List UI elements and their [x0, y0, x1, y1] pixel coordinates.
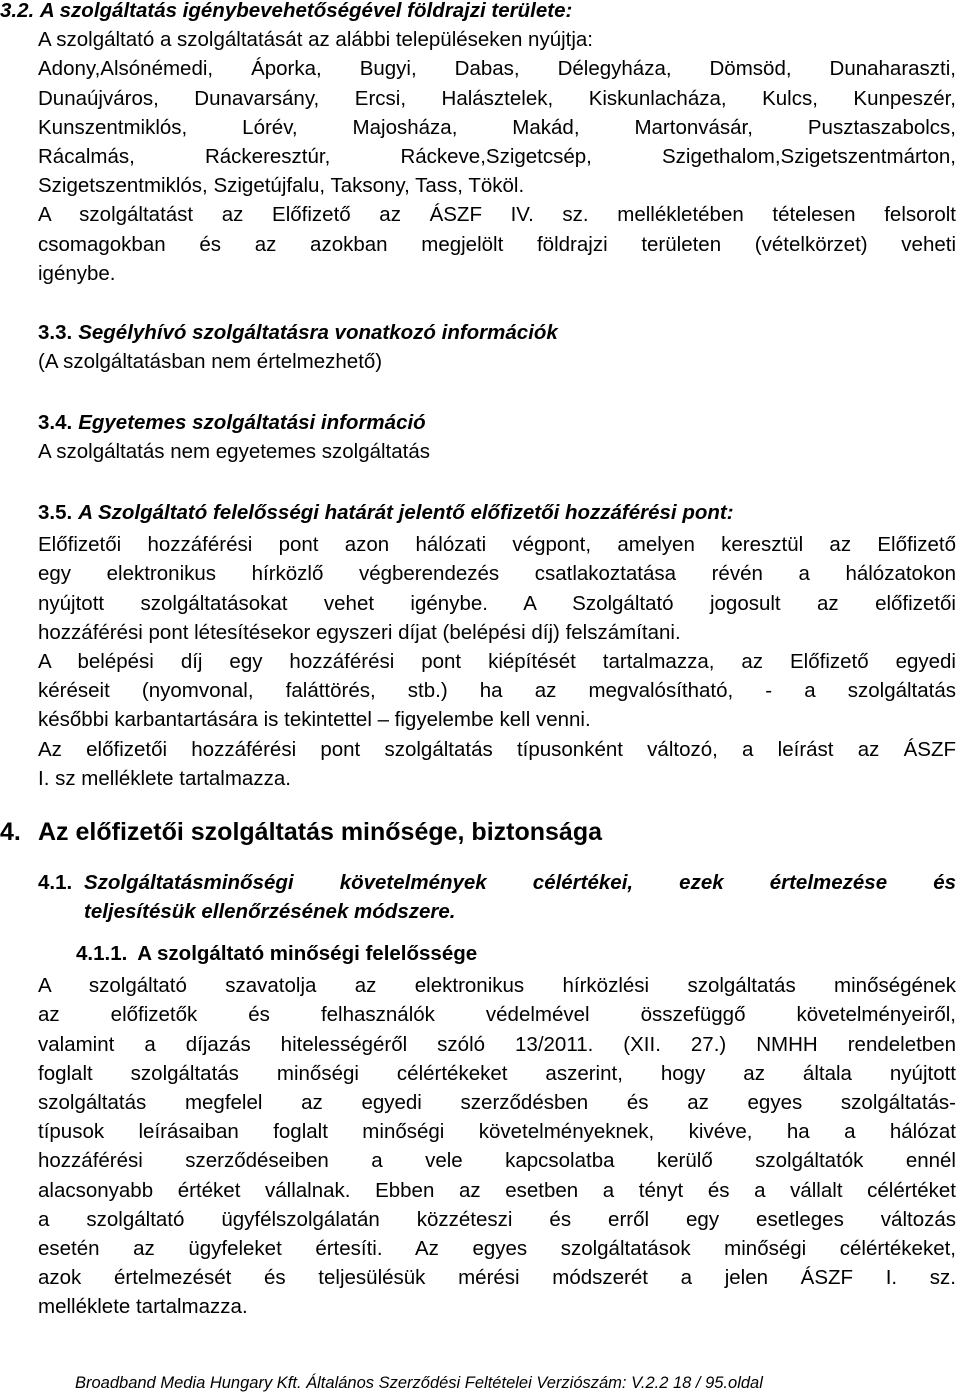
section-3-4 — [38, 408, 956, 466]
paragraph-line: A szolgáltatás nem egyetemes szolgáltatás — [38, 440, 430, 464]
section-3-5-heading — [38, 498, 956, 527]
page-footer: Broadband Media Hungary Kft. Általános Szerződési Feltételei Verziószám: V.2.2 18 / 95.oldal — [75, 1374, 763, 1392]
section-number: 3.3. — [38, 321, 73, 344]
section-3-2 — [0, 0, 956, 288]
section-number: 4. — [0, 818, 21, 846]
paragraph-line: I. sz melléklete tartalmazza. — [38, 766, 291, 790]
paragraph-line: valamint a díjazás hitelességéről szóló 13/2011. (XII. 27.) NMHH rendeletben — [38, 1032, 956, 1056]
section-title: Az előfizetői szolgáltatás minősége, biztonsága — [38, 818, 602, 846]
section-title: A szolgáltató minőségi felelőssége — [137, 942, 478, 965]
paragraph-line: Kunszentmiklós, Lórév, Majosháza, Makád, Martonvásár, Pusztaszabolcs, — [38, 115, 956, 139]
section-title: Segélyhívó szolgáltatásra vonatkozó információk — [78, 321, 558, 344]
section-3-2-heading — [0, 0, 956, 25]
section-title: Egyetemes szolgáltatási információ — [78, 411, 426, 434]
section-title: A szolgáltatás igénybevehetőségével földrajzi területe: — [39, 0, 573, 22]
section-title: A Szolgáltató felelősségi határát jelentő előfizetői hozzáférési pont: — [78, 501, 734, 524]
paragraph-line: A szolgáltató szavatolja az elektronikus hírközlési szolgáltatás minőségének — [38, 974, 956, 998]
section-4-1 — [38, 868, 956, 926]
paragraph-line: A belépési díj egy hozzáférési pont kiépítését tartalmazza, az Előfizető egyedi — [38, 650, 956, 674]
section-4-heading — [0, 818, 956, 847]
paragraph-line: melléklete tartalmazza. — [38, 1295, 248, 1319]
paragraph-line: későbbi karbantartására is tekintettel – figyelembe kell venni. — [38, 708, 591, 732]
paragraph-line: igénybe. — [38, 261, 116, 285]
paragraph-line: (A szolgáltatásban nem értelmezhető) — [38, 350, 383, 374]
paragraph-line: hozzáférési pont létesítésekor egyszeri díjat (belépési díj) felszámítani. — [38, 620, 681, 644]
paragraph-line: azok értelmezését és teljesülésük mérési módszerét a jelen ÁSZF I. sz. — [38, 1266, 956, 1290]
paragraph-line: A szolgáltató a szolgáltatását az alábbi településeken nyújtja: — [38, 28, 594, 52]
section-number: 3.4. — [38, 411, 73, 434]
paragraph-line: A szolgáltatást az Előfizető az ÁSZF IV. sz. mellékletében tételesen felsorolt — [38, 203, 956, 227]
section-title-line: teljesítésük ellenőrzésének módszere. — [84, 900, 456, 924]
section-4-1-1-heading — [76, 939, 956, 968]
section-number: 4.1. — [38, 871, 73, 894]
paragraph-line: az előfizetők és felhasználók védelmével összefüggő követelményeiről, — [38, 1003, 956, 1027]
section-3-3-heading — [38, 318, 956, 347]
paragraph-line: a szolgáltató ügyfélszolgálatán közzéteszi és erről egy esetleges változás — [38, 1207, 956, 1231]
paragraph-line: típusok leírásaiban foglalt minőségi követelményeknek, kivéve, ha a hálózat — [38, 1120, 956, 1144]
paragraph-line: hozzáférési szerződéseiben a vele kapcsolatba kerülő szolgáltatók ennél — [38, 1149, 956, 1173]
paragraph-line: Adony,Alsónémedi, Áporka, Bugyi, Dabas, Délegyháza, Dömsöd, Dunaharaszti, — [38, 57, 956, 81]
paragraph-line: szolgáltatás megfelel az egyedi szerződésben és az egyes szolgáltatás- — [38, 1091, 956, 1115]
paragraph-line: kéréseit (nyomvonal, faláttörés, stb.) ha az megvalósítható, - a szolgáltatás — [38, 679, 956, 703]
section-title-line: Szolgáltatásminőségi követelmények célértékei, ezek értelmezése és — [84, 871, 956, 894]
section-number: 3.5. — [38, 501, 73, 524]
section-number: 3.2. — [0, 0, 35, 22]
paragraph-line: csomagokban és az azokban megjelölt földrajzi területen (vételkörzet) veheti — [38, 232, 956, 256]
paragraph-line: Előfizetői hozzáférési pont azon hálózati végpont, amelyen keresztül az Előfizető — [38, 533, 956, 557]
section-number: 4.1.1. — [76, 942, 128, 965]
paragraph-line: Szigetszentmiklós, Szigetújfalu, Taksony, Tass, Tököl. — [38, 174, 525, 198]
section-4-1-heading — [38, 868, 956, 926]
section-4 — [0, 818, 956, 847]
section-3-3 — [38, 318, 956, 376]
paragraph-line: Dunaújváros, Dunavarsány, Ercsi, Halásztelek, Kiskunlacháza, Kulcs, Kunpeszér, — [38, 86, 956, 110]
section-3-5 — [38, 498, 956, 793]
paragraph-line: Az előfizetői hozzáférési pont szolgáltatás típusonként változó, a leírást az ÁSZF — [38, 737, 956, 761]
section-4-1-1 — [38, 939, 956, 1322]
paragraph-line: esetén az ügyfeleket értesíti. Az egyes szolgáltatások minőségi célértékeket, — [38, 1237, 956, 1261]
paragraph-line: foglalt szolgáltatás minőségi célértékeket aszerint, hogy az általa nyújtott — [38, 1061, 956, 1085]
paragraph-line: Rácalmás, Ráckeresztúr, Ráckeve,Szigetcsép, Szigethalom,Szigetszentmárton, — [38, 145, 956, 169]
paragraph-line: alacsonyabb értéket vállalnak. Ebben az esetben a tényt és a vállalt célértéket — [38, 1178, 956, 1202]
paragraph-line: egy elektronikus hírközlő végberendezés csatlakoztatása révén a hálózatokon — [38, 562, 956, 586]
section-3-4-heading — [38, 408, 956, 437]
paragraph-line: nyújtott szolgáltatásokat vehet igénybe. A Szolgáltató jogosult az előfizetői — [38, 591, 956, 615]
